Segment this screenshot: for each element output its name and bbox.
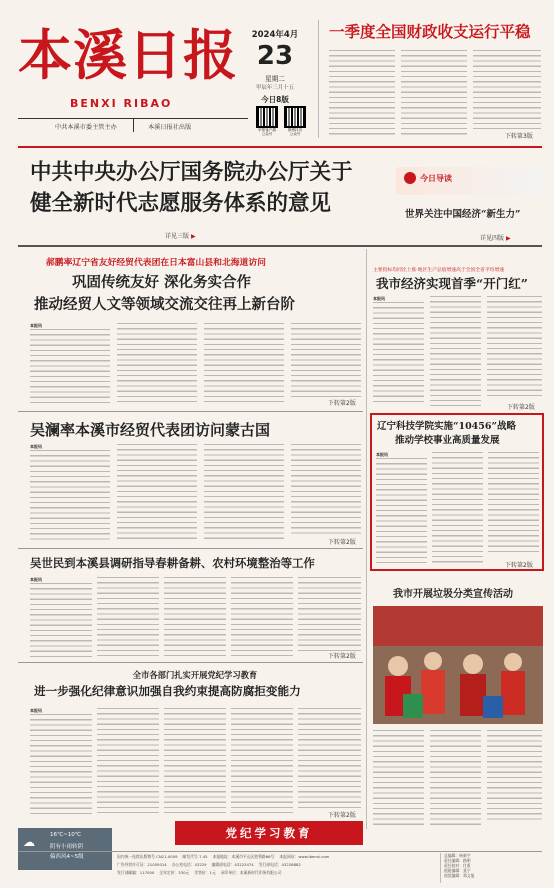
survey-body-col2 — [97, 577, 159, 657]
highlight-body-col3 — [488, 452, 539, 556]
footer-price-year: 全年定价：330元 — [159, 870, 190, 875]
highlight-more-link[interactable]: 下转第2版 — [505, 562, 533, 569]
footer-row2 — [117, 862, 437, 868]
credit-proof: 责任校对：付重 — [444, 863, 471, 868]
sponsor-left: 中共本溪市委主管主办 — [55, 124, 117, 131]
main-more-text: 详见三版 — [165, 233, 190, 240]
footer-editor-tel: 编辑部电话：43223474 — [211, 862, 254, 867]
credit-editor: 责任编辑：路明 — [444, 858, 471, 863]
footer-price-single: 零售价：1元 — [194, 870, 216, 875]
wu-body-col2 — [117, 444, 197, 543]
masthead-pinyin: BENXI RIBAO — [70, 97, 173, 110]
highlight-body-col1 — [376, 458, 427, 566]
finance-body-col1 — [329, 50, 395, 136]
main-more-link[interactable] — [165, 231, 196, 240]
teaser-more-link[interactable] — [480, 233, 511, 242]
wu-more-link[interactable]: 下转第2版 — [328, 539, 356, 546]
photo-headline: 我市开展垃圾分类宣传活动 — [393, 589, 513, 600]
qr-code-right-icon — [284, 106, 306, 128]
photo-body-col2 — [430, 730, 481, 825]
hao-body-col4 — [291, 323, 361, 398]
highlight-headline-line1: 辽宁科技学院实施“10456”战略 — [377, 421, 516, 432]
masthead-logo: 本溪日报 — [18, 23, 238, 87]
wu-body-col3 — [204, 444, 284, 543]
qr-left-label: 甲报客户端 公众号 — [258, 128, 276, 137]
weather-temp: 16℃~10℃ — [50, 832, 81, 838]
credit-visual: 视觉编辑：郑文旭 — [444, 873, 475, 878]
wu-lead: 本报讯 — [30, 444, 42, 449]
survey-headline: 吴世民到本溪县调研指导春耕备耕、农村环境整治等工作 — [30, 556, 315, 570]
economy-body-col3 — [487, 296, 542, 400]
teaser-more-text: 详见四版 — [480, 235, 505, 242]
finance-body-col3 — [473, 50, 541, 130]
date-weekday: 星期二 — [265, 75, 285, 83]
teaser-headline: 世界关注中国经济“新生力” — [405, 209, 521, 220]
discipline-body-col5 — [298, 708, 361, 810]
footer-web: 本报网站：www.ibenxi.com — [279, 854, 330, 859]
footer-credits — [444, 853, 544, 878]
economy-lead: 本报讯 — [373, 296, 385, 301]
garbage-sorting-photo — [373, 606, 543, 724]
economy-kicker: 主要指标均同比上涨·地区生产总值增速高于全国全省平均增速 — [373, 268, 505, 273]
survey-body-col1 — [30, 583, 92, 657]
discipline-body-col1 — [30, 714, 92, 816]
footer-office-tel: 办公室电话：43229 — [171, 862, 207, 867]
economy-headline: 我市经济实现首季“开门红” — [376, 276, 528, 291]
credit-chief: 总编辑：杨新宇 — [444, 853, 471, 858]
wu-body-col1 — [30, 450, 110, 543]
photo-body-col1 — [373, 730, 424, 825]
survey-body-col4 — [231, 577, 293, 657]
discipline-kicker: 全市各部门扎实开展党纪学习教育 — [132, 670, 258, 680]
page-count: 今日8版 — [261, 95, 289, 104]
survey-more-link[interactable]: 下转第2版 — [328, 653, 356, 660]
discipline-more-link[interactable]: 下转第2版 — [328, 812, 356, 819]
arrow-right-icon: ▶ — [190, 233, 196, 240]
footer-zip: 发行部邮编：117000 — [117, 870, 155, 875]
date-year-month: 2024年4月 — [251, 30, 299, 40]
footer-address: 本报地址：本溪市平山区胜利路66号 — [212, 854, 275, 859]
teaser-banner — [396, 167, 542, 195]
discipline-body-col3 — [164, 708, 226, 816]
survey-body-col3 — [164, 577, 226, 657]
hao-kicker: 郝鹏率辽宁省友好经贸代表团在日本富山县和北海道访问 — [46, 258, 266, 268]
highlight-lead: 本报讯 — [376, 452, 388, 457]
teaser-tag: 今日导读 — [420, 173, 452, 183]
discipline-lead: 本报讯 — [30, 708, 42, 713]
discipline-headline: 进一步强化纪律意识加强自我约束提高防腐拒变能力 — [34, 684, 301, 698]
footer-cn: 国内统一连续出版物号 CN21-0009 — [117, 854, 178, 859]
discipline-body-col4 — [231, 708, 293, 816]
photo-body-col3 — [487, 730, 542, 820]
survey-body-col5 — [298, 577, 361, 651]
footer-distribution-tel: 发行部电话：43226882 — [258, 862, 301, 867]
hao-more-link[interactable]: 下转第2版 — [328, 400, 356, 407]
date-day: 23 — [256, 41, 294, 71]
weather-desc: 阴有小雨转阴 — [50, 844, 84, 850]
economy-body-col2 — [430, 296, 481, 406]
globe-icon — [404, 172, 416, 184]
sponsor-right: 本溪日报社出版 — [148, 124, 192, 131]
main-headline-line1: 中共中央办公厅国务院办公厅关于 — [30, 160, 353, 185]
footer-post: 邮发代号 7-45 — [182, 854, 208, 859]
qr-right-label: 微博抖音 公众号 — [287, 128, 303, 137]
hao-headline-line2: 推动经贸人文等领域交流交往再上新台阶 — [34, 296, 295, 313]
discipline-banner-text: 党纪学习教育 — [225, 826, 313, 840]
footer-printer: 承印单位：本溪新时代印务有限公司 — [220, 870, 282, 875]
cloud-rain-icon: ☁ — [23, 835, 35, 849]
wu-body-col4 — [291, 444, 361, 537]
date-lunar: 甲辰年三月十五 — [256, 85, 294, 91]
credit-duty: 值班编辑：聂宁 — [444, 868, 471, 873]
finance-body-col2 — [401, 50, 467, 136]
finance-more-link[interactable]: 下转第3版 — [505, 133, 533, 140]
survey-lead: 本报讯 — [30, 577, 42, 582]
footer-row1 — [117, 854, 437, 860]
footer-row3 — [117, 870, 437, 876]
highlight-headline-line2: 推动学校事业高质量发展 — [395, 435, 500, 446]
economy-more-link[interactable]: 下转第2版 — [507, 404, 535, 411]
wu-headline: 吴澜率本溪市经贸代表团访问蒙古国 — [30, 421, 271, 439]
main-headline-line2: 健全新时代志愿服务体系的意见 — [30, 191, 332, 216]
weather-wind: 偏西风4~5级 — [50, 854, 84, 860]
hao-body-col1 — [30, 329, 110, 404]
hao-lead: 本报讯 — [30, 323, 42, 328]
highlight-body-col2 — [432, 452, 483, 566]
arrow-right-icon: ▶ — [505, 235, 511, 242]
discipline-body-col2 — [97, 708, 159, 816]
economy-body-col1 — [373, 302, 424, 406]
finance-headline: 一季度全国财政收支运行平稳 — [329, 22, 531, 41]
hao-body-col3 — [204, 323, 284, 404]
hao-headline-line1: 巩固传统友好 深化务实合作 — [72, 274, 252, 291]
hao-body-col2 — [117, 323, 197, 404]
footer-ad-license: 广告经营许可证：21050014 — [117, 862, 167, 867]
qr-code-left-icon — [256, 106, 278, 128]
